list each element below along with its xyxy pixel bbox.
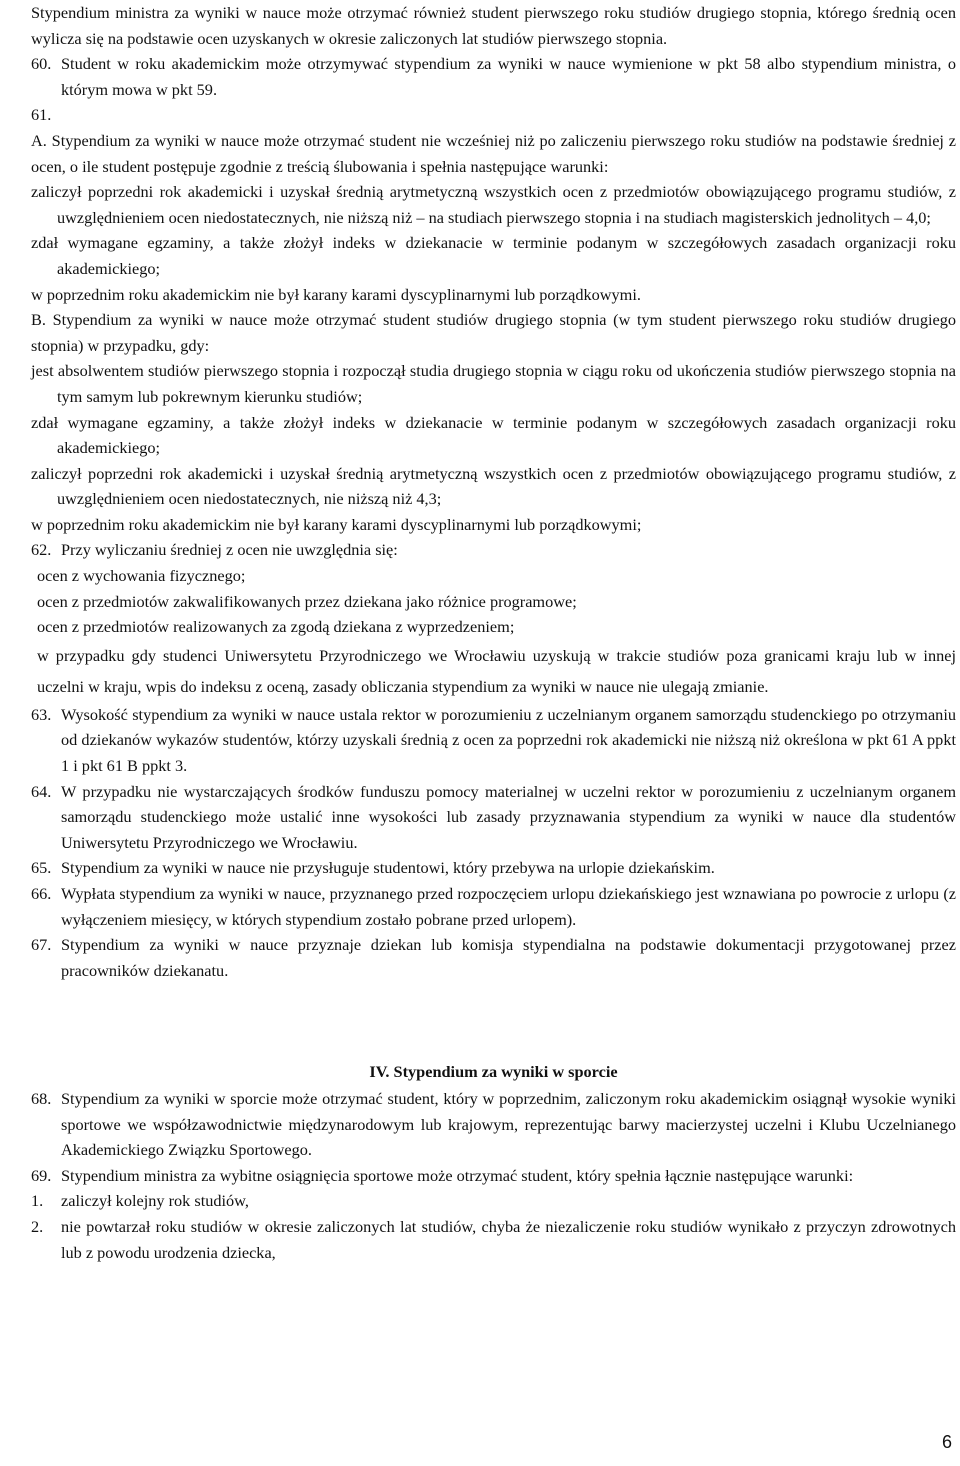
letter-label: B.: [31, 310, 46, 330]
paragraph-number: 69.: [31, 1165, 52, 1185]
list-item-number: 1.: [31, 1191, 44, 1211]
paragraph-number: 64.: [31, 781, 52, 801]
paragraph-number: 68.: [31, 1088, 52, 1108]
list-item: ocen z przedmiotów realizowanych za zgodą dziekana z wyprzedzeniem;: [37, 617, 515, 637]
paragraph-66: [31, 881, 956, 932]
list-item: w przypadku gdy studenci Uniwersytetu Przyrodniczego we Wrocławiu uzyskują w trakcie studiów poza granicami kraju lub w innej uczelni w kraju, wpis do indeksu z oceną, zasady obliczania stypendium za wyniki w nauce nie ulegają zmianie.: [37, 645, 956, 696]
list-item: jest absolwentem studiów pierwszego stopnia i rozpoczął studia drugiego stopnia w ciągu roku od ukończenia studiów pierwszego stopnia na tym samym lub pokrewnym kierunku studiów;: [31, 361, 956, 406]
paragraph-68: [31, 1086, 956, 1163]
paragraph-number: 63.: [31, 704, 52, 724]
paragraph-text: Student w roku akademickim może otrzymywać stypendium za wyniki w nauce wymienione w pkt 58 albo stypendium ministra, o którym mowa w pkt 59.: [61, 54, 956, 99]
paragraph-number: 66.: [31, 884, 52, 903]
list-item: zdał wymagane egzaminy, a także złożył indeks w dziekanacie w terminie podanym w szczegółowych zasadach organizacji roku akademickiego;: [31, 412, 956, 458]
paragraph-text: Stypendium za wyniki w nauce nie przysługuje studentowi, który przebywa na urlopie dziekańskim.: [61, 858, 715, 878]
paragraph-number: 60.: [31, 54, 52, 74]
paragraph-61-number: 61.: [31, 105, 52, 125]
list-item-number: 2.: [31, 1216, 44, 1236]
paragraph-text: Wysokość stypendium za wyniki w nauce ustala rektor w porozumieniu z uczelnianym organem samorządu studenckiego po otrzymaniu od dziekanów wykazów studentów, którzy uzyskali średnią z ocen za poprzedni rok akademicki nie niższą niż określona w pkt 61 A ppkt 1 i pkt 61 B ppkt 3.: [61, 704, 956, 776]
paragraph-text: Wypłata stypendium za wyniki w nauce, przyznanego przed rozpoczęciem urlopu dziekańskiego jest wznawiana po powrocie z urlopu (z wyłączeniem miesięcy, w których stypendium zostało pobrane przed urlopem).: [61, 884, 956, 929]
paragraph-text: Przy wyliczaniu średniej z ocen nie uwzględnia się:: [61, 540, 398, 560]
paragraph-63: [31, 702, 956, 779]
paragraph-number: 62.: [31, 540, 52, 560]
paragraph-text: Stypendium za wyniki w sporcie może otrzymać student, który w poprzednim, zaliczonym roku akademickim osiągnął wysokie wyniki sportowe we współzawodnictwie międzynarodowym lub krajowym, reprezentując barwy macierzystej uczelni i Klubu Uczelnianego Akademickiego Związku Sportowego.: [61, 1088, 956, 1160]
list-item-text: nie powtarzał roku studiów w okresie zaliczonych lat studiów, chyba że niezaliczenie roku studiów wynikało z przyczyn zdrowotnych lub z powodu urodzenia dziecka,: [61, 1216, 956, 1262]
list-item: ocen z wychowania fizycznego;: [37, 566, 246, 586]
page-number: 6: [941, 1432, 952, 1452]
paragraph-60: [31, 51, 956, 102]
paragraph-61b-intro: [31, 307, 956, 358]
paragraph-text: Stypendium ministra za wybitne osiągnięcia sportowe może otrzymać student, który spełnia łącznie następujące warunki:: [61, 1165, 854, 1185]
list-item-text: zaliczył kolejny rok studiów,: [61, 1191, 249, 1211]
paragraph-text: Stypendium za wyniki w nauce może otrzymać student studiów drugiego stopnia (w tym student pierwszego roku studiów drugiego stopnia) w przypadku, gdy:: [31, 310, 956, 355]
paragraph-text: Stypendium za wyniki w nauce może otrzymać student nie wcześniej niż po zaliczeniu pierwszego roku studiów na podstawie średniej z ocen, o ile student postępuje zgodnie z treścią ślubowania i spełnia następujące warunki:: [31, 130, 957, 176]
paragraph-number: 67.: [31, 935, 52, 955]
list-item: [31, 1188, 956, 1214]
paragraph-62: [31, 537, 956, 563]
paragraph-number: 65.: [31, 858, 52, 878]
letter-label: A.: [31, 130, 47, 150]
paragraph-67: [31, 932, 956, 983]
list-item: zaliczył poprzedni rok akademicki i uzyskał średnią arytmetyczną wszystkich ocen z przedmiotów obowiązującego programu studiów, z uwzględnieniem ocen niedostatecznych, nie niższą niż – na studiach pierwszego stopnia i na studiach magisterskich jednolitych – 4,0;: [31, 182, 956, 227]
list-item: zdał wymagane egzaminy, a także złożył indeks w dziekanacie w terminie podanym w szczegółowych zasadach organizacji roku akademickiego;: [31, 233, 956, 278]
list-item: ocen z przedmiotów zakwalifikowanych przez dziekana jako różnice programowe;: [37, 591, 577, 611]
list-item: w poprzednim roku akademickim nie był karany karami dyscyplinarnymi lub porządkowymi;: [31, 514, 642, 534]
paragraph-69: [31, 1163, 956, 1189]
list-item: zaliczył poprzedni rok akademicki i uzyskał średnią arytmetyczną wszystkich ocen z przedmiotów obowiązującego programu studiów, z uwzględnieniem ocen niedostatecznych, nie niższą niż 4,3;: [31, 463, 956, 509]
section-heading: IV. Stypendium za wyniki w sporcie: [369, 1062, 618, 1082]
paragraph-65: [31, 855, 956, 881]
list-item: [31, 1214, 956, 1265]
paragraph-61a-intro: [31, 128, 956, 179]
paragraph-64: [31, 779, 956, 856]
paragraph-text: W przypadku nie wystarczających środków funduszu pomocy materialnej w uczelni rektor w porozumieniu z uczelnianym organem samorządu studenckiego może ustalić inne wysokości lub zasady przyznawania stypendium za wyniki w nauce dla studentów Uniwersytetu Przyrodniczego we Wrocławiu.: [61, 781, 956, 852]
paragraph-62-list: [31, 563, 956, 702]
list-item: w poprzednim roku akademickim nie był karany karami dyscyplinarnymi lub porządkowymi.: [31, 284, 641, 304]
paragraph-59-continuation: Stypendium ministra za wyniki w nauce może otrzymać również student pierwszego roku studiów drugiego stopnia, którego średnią ocen wylicza się na podstawie ocen uzyskanych w okresie zaliczonych lat studiów pierwszego stopnia.: [31, 3, 956, 48]
paragraph-text: Stypendium za wyniki w nauce przyznaje dziekan lub komisja stypendialna na podstawie dokumentacji przygotowanej przez pracowników dziekanatu.: [61, 935, 956, 980]
